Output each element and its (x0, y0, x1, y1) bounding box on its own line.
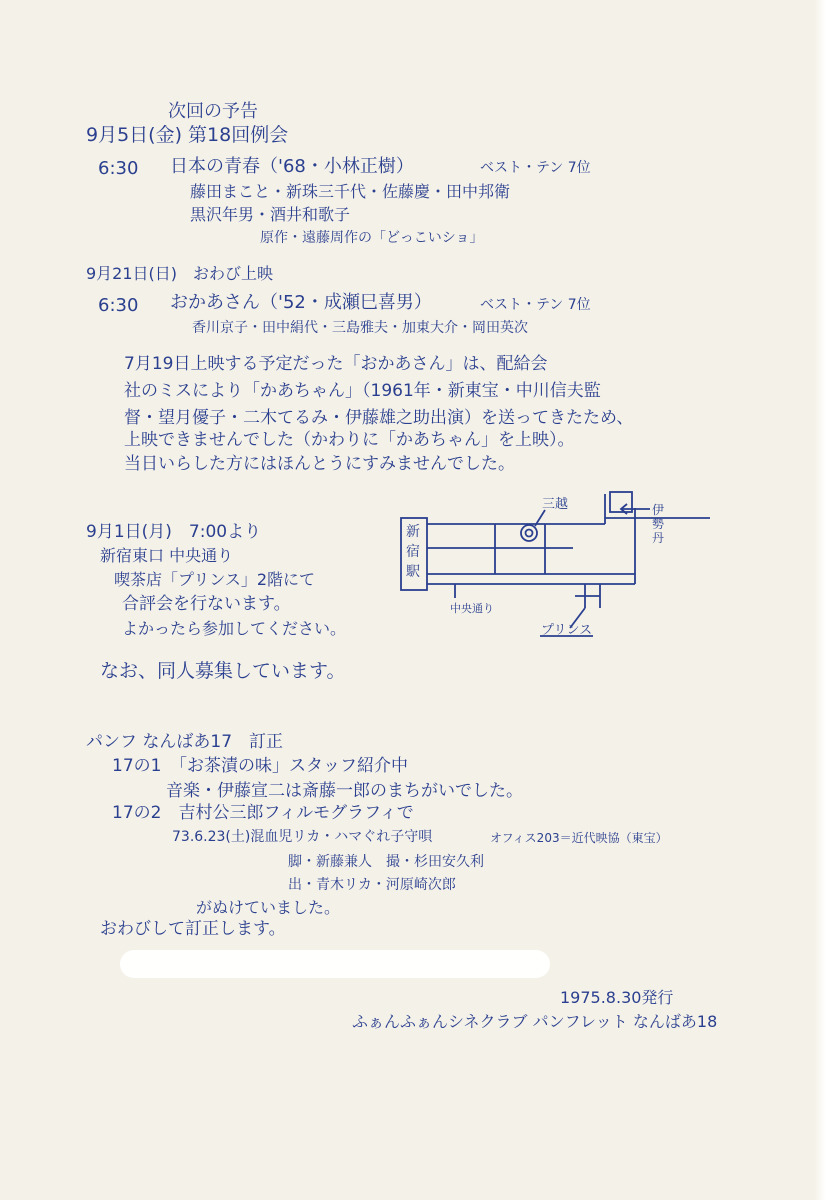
next-program-heading: 次回の予告 (168, 101, 258, 122)
meetup-line4: よかったら参加してください。 (122, 619, 347, 638)
film1-title: 日本の青春（'68・小林正樹） (170, 156, 414, 177)
film1-cast-line2: 黒沢年男・酒井和歌子 (190, 205, 351, 224)
meetup-place1: 新宿東口 中央通り (100, 546, 234, 565)
map-station-label (405, 524, 420, 580)
correction-item2-line4: がぬけていました。 (196, 898, 341, 917)
publisher-line: ふぁんふぁんシネクラブ パンフレット なんばあ18 (352, 1012, 718, 1031)
apology-line4: 上映できませんでした（かわりに「かあちゃん」を上映）。 (124, 430, 575, 450)
correction-item2-head: 17の2 吉村公三郎フィルモグラフィで (112, 803, 414, 823)
apology-line2: 社のミスにより「かあちゃん」（1961年・新東宝・中川信夫監 (124, 381, 601, 401)
correction-item2-office: オフィス203＝近代映協（東宝） (490, 831, 668, 845)
film2-date: 9月21日(日) おわび上映 (86, 264, 274, 283)
location-map (395, 488, 715, 658)
film1-cast-line1: 藤田まこと・新珠三千代・佐藤慶・田中邦衛 (190, 182, 511, 201)
correction-item1-head: 17の1 「お茶漬の味」スタッフ紹介中 (112, 756, 408, 776)
film1-time: 6:30 (98, 158, 139, 179)
meeting-date: 9月5日(金) 第18回例会 (86, 124, 289, 146)
correction-item2-line3: 出・青木リカ・河原崎次郎 (288, 877, 456, 893)
film2-rank: ベスト・テン 7位 (480, 297, 591, 313)
map-prince-label: プリンス (541, 623, 593, 638)
issue-date: 1975.8.30発行 (560, 988, 674, 1007)
correction-item2-line1: 73.6.23(土)混血児リカ・ハマぐれ子守唄 (172, 829, 433, 845)
station-vertical-text: 新宿駅 (406, 524, 420, 580)
isetan-vertical-text: 伊勢丹 (652, 503, 665, 545)
correction-title: パンフ なんばあ17 訂正 (86, 732, 284, 752)
apology-line1: 7月19日上映する予定だった「おかあさん」は、配給会 (124, 354, 548, 374)
map-isetan-label (652, 503, 664, 545)
meetup-date: 9月1日(月) 7:00より (86, 522, 262, 542)
meetup-line3: 合評会を行ないます。 (122, 594, 291, 614)
correction-closing: おわびして訂正します。 (100, 919, 286, 939)
film2-title: おかあさん（'52・成瀬巳喜男） (170, 292, 432, 313)
correction-item2-line2: 脚・新藤兼人 撮・杉田安久利 (288, 854, 484, 870)
recruit-note: なお、同人募集しています。 (100, 660, 346, 682)
apology-line5: 当日いらした方にはほんとうにすみませんでした。 (124, 454, 515, 474)
film2-cast: 香川京子・田中絹代・三島雅夫・加東大介・岡田英次 (192, 320, 528, 336)
film1-rank: ベスト・テン 7位 (480, 160, 591, 176)
film2-time: 6:30 (98, 295, 139, 316)
correction-item1-body: 音楽・伊藤宣二は斎藤一郎のまちがいでした。 (166, 781, 523, 801)
meetup-place2: 喫茶店「プリンス」2階にて (114, 570, 316, 589)
apology-line3: 督・望月優子・二木てるみ・伊藤雄之助出演）を送ってきたため、 (124, 408, 634, 428)
film1-source: 原作・遠藤周作の「どっこいショ」 (260, 230, 484, 246)
paper-edge (814, 0, 840, 1200)
map-street-label: 中央通り (450, 602, 494, 615)
whiteout-smudge (120, 950, 550, 978)
map-mitsukoshi-label: 三越 (542, 497, 569, 512)
